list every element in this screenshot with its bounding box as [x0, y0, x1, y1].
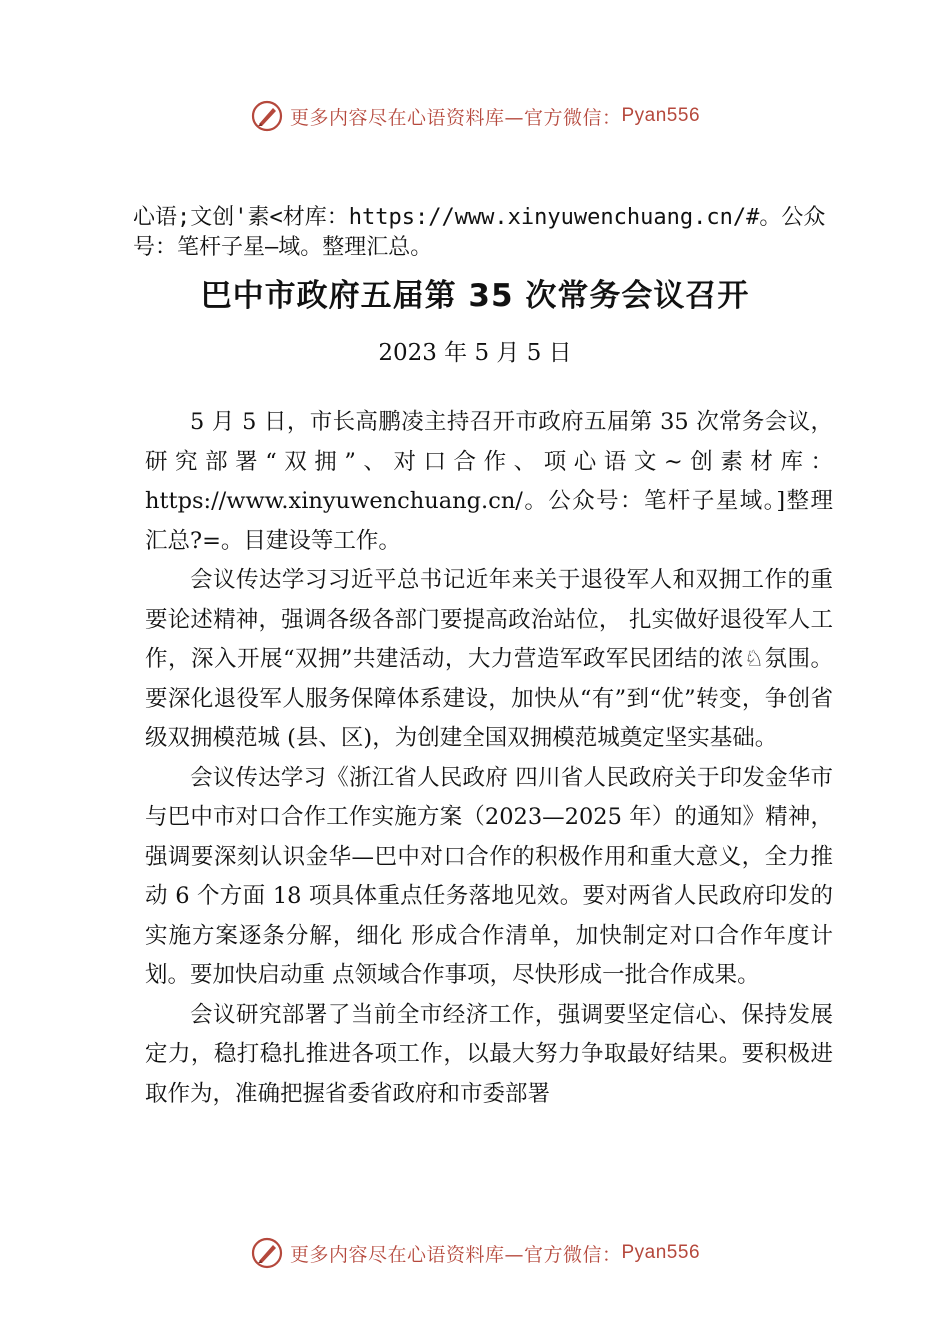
- paragraph: 会议传达学习《浙江省人民政府 四川省人民政府关于印发金华市与巴中市对口合作工作实施方案（2023—2025 年）的通知》精神，强调要深刻认识金华—巴中对口合作的积极作用和重大意义，全力推动 6 个方面 18 项具体重点任务落地见效。要对两省人民政府印发的实施方案逐条分解，细化 形成合作清单，加快制定对口合作年度计划。要加快启动重 点领域合作事项，尽快形成一批合作成果。: [145, 764, 833, 988]
- paragraph: 5 月 5 日，市长高鹏凌主持召开市政府五届第 35 次常务会议，研究部署“双拥”、对口合作、项心语文~创素材库：https://www.xinyuwenchuang.cn/。公众号：笔杆子星域。]整理汇总?=。目建设等工作。: [145, 409, 833, 554]
- page-title: 巴中市政府五届第 35 次常务会议召开: [200, 278, 750, 314]
- banner-text: 更多内容尽在心语资料库—官方微信：: [289, 106, 622, 129]
- banner-wechat-id: Pyan556: [621, 105, 701, 126]
- source-note: 心语;文创'素<材库：https://www.xinyuwenchuang.cn/#。公众号：笔杆子星—域。整理汇总。: [133, 205, 826, 260]
- footer-banner: [0, 1233, 950, 1273]
- banner-wechat-id: Pyan556: [621, 1242, 701, 1263]
- paragraph: 会议研究部署了当前全市经济工作，强调要坚定信心、保持发展定力，稳打稳扎推进各项工作，以最大努力争取最好结果。要积极进取作为，准确把握省委省政府和市委部署: [145, 1001, 833, 1107]
- pen-brush-logo-icon: [250, 1236, 284, 1270]
- header-banner: [0, 96, 950, 136]
- pen-brush-logo-icon: [250, 99, 284, 133]
- article-body: [145, 403, 833, 1114]
- paragraph: 会议传达学习习近平总书记近年来关于退役军人和双拥工作的重要论述精神，强调各级各部门要提高政治站位， 扎实做好退役军人工作，深入开展“双拥”共建活动，大力营造军政军民团结的浓♘氛围。要深化退役军人服务保障体系建设，加快从“有”到“优”转变，争创省级双拥模范城 (县、区)，为创建全国双拥模范城奠定坚实基础。: [145, 567, 833, 751]
- publish-date: 2023 年 5 月 5 日: [378, 340, 572, 366]
- banner-text: 更多内容尽在心语资料库—官方微信：: [289, 1243, 622, 1266]
